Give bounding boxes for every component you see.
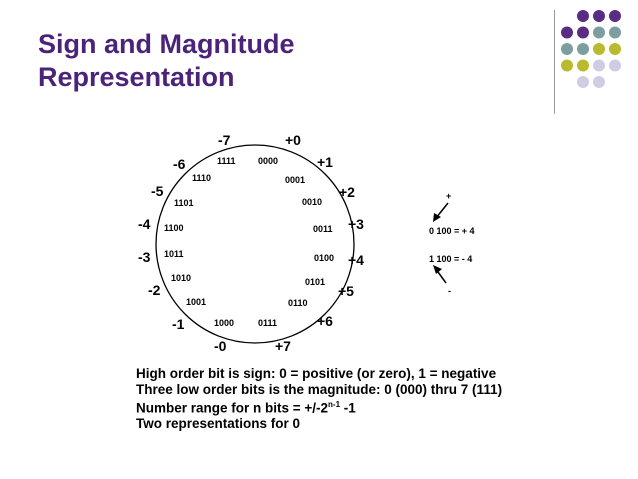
minus-arrow — [438, 272, 446, 283]
ring-value-label: -4 — [138, 216, 151, 232]
ring-binary-code: 0101 — [305, 277, 326, 287]
ring-value-label: -6 — [173, 156, 186, 172]
ring-binary-code: 1110 — [192, 173, 212, 183]
title-line-1: Sign and Magnitude — [38, 29, 295, 59]
ring-value-label: -1 — [172, 316, 185, 332]
ring-value-label: +2 — [339, 184, 355, 200]
ring-binary-code: 0110 — [288, 298, 308, 308]
ring-value-label: -7 — [218, 132, 231, 148]
note-line-3-exponent: n-1 — [328, 400, 341, 409]
note-line-2: Three low order bits is the magnitude: 0 (000) thru 7 (111) — [136, 381, 503, 397]
ring-binary-code: 1010 — [171, 273, 192, 283]
ring-binary-code: 1011 — [164, 249, 184, 259]
ring-value-label: -2 — [148, 282, 161, 298]
ring-binary-code: 0011 — [313, 224, 333, 234]
ring-binary-code: 1000 — [214, 318, 235, 328]
explanation-notes — [136, 366, 502, 432]
ring-binary-code: 0010 — [302, 197, 323, 207]
note-line-3-prefix: Number range for n bits = +/-2 — [136, 400, 329, 416]
ring-value-label: +1 — [317, 154, 333, 170]
ring-value-label: -3 — [138, 249, 151, 265]
ring-binary-code: 0000 — [258, 156, 279, 166]
ring-binary-code: 0001 — [285, 175, 306, 185]
ring-value-label: +7 — [275, 338, 291, 354]
ring-value-label: -5 — [151, 183, 164, 199]
ring-value-label: +3 — [348, 216, 364, 232]
note-line-1: High order bit is sign: 0 = positive (or zero), 1 = negative — [136, 366, 497, 381]
aside-minus-sign: - — [448, 286, 451, 296]
ring-value-label: +6 — [317, 313, 333, 329]
note-line-3 — [136, 397, 502, 416]
ring-binary-code: 0100 — [314, 253, 335, 263]
ring-binary-code: 1101 — [174, 198, 194, 208]
aside-positive-example: 0 100 = + 4 — [429, 226, 475, 236]
note-line-4: Two representations for 0 — [136, 416, 301, 431]
minus-arrow-head — [433, 265, 442, 274]
ring-binary-code: 1100 — [164, 223, 184, 233]
ring-value-label: +4 — [348, 252, 364, 268]
ring-value-label: +5 — [338, 283, 354, 299]
ring-binary-code: 1001 — [186, 297, 207, 307]
aside-negative-example: 1 100 = - 4 — [429, 254, 473, 264]
title-line-2: Representation — [38, 62, 235, 92]
ring-value-label: -0 — [214, 338, 227, 354]
aside-plus-sign: + — [446, 191, 452, 201]
ring-value-label: +0 — [285, 132, 301, 148]
ring-binary-code: 0111 — [258, 318, 278, 328]
note-line-3-suffix: -1 — [340, 400, 356, 416]
ring-binary-code: 1111 — [217, 156, 236, 166]
